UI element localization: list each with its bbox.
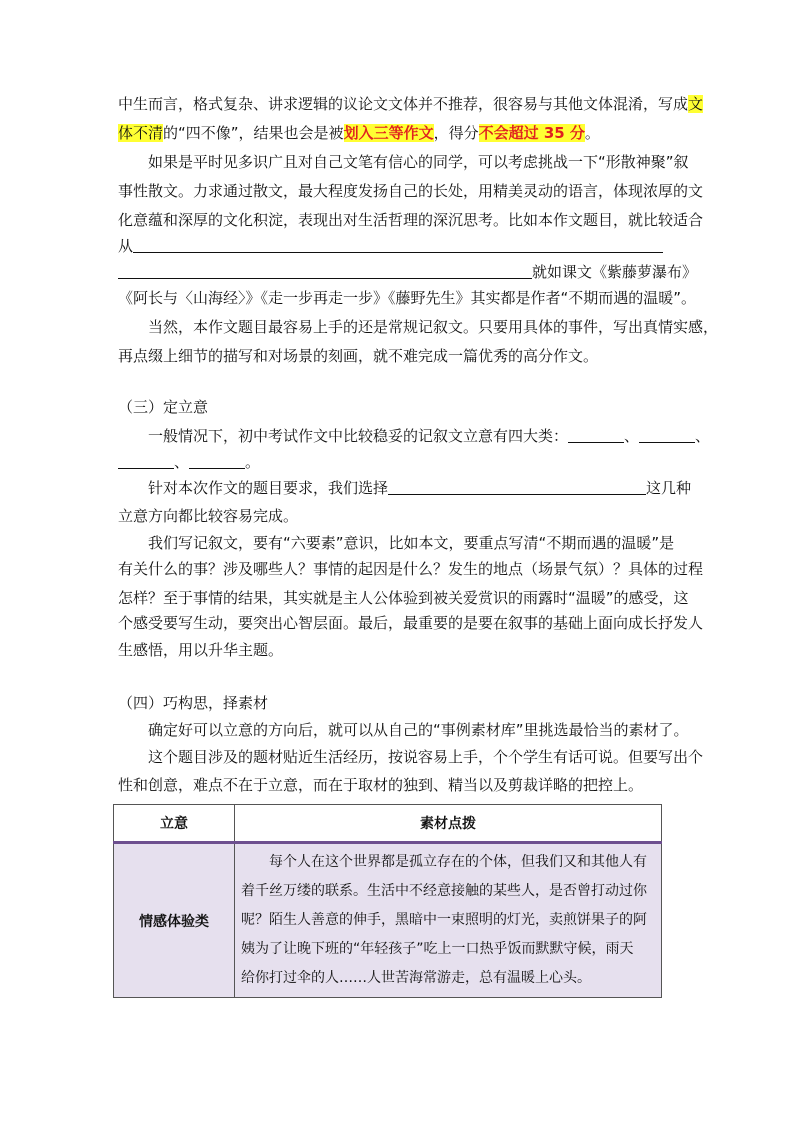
column-header-theme: 立意	[114, 805, 235, 843]
text: 、	[624, 427, 640, 445]
fill-blank[interactable]	[118, 262, 532, 279]
table-header-row	[114, 805, 662, 843]
paragraph-line: 怎样？至于事情的结果，其实就是主人公体验到被关爱赏识的雨露时“温暖”的感受，这	[118, 589, 689, 607]
paragraph-line	[118, 232, 678, 261]
text: 的“四不像”，结果也会是被	[163, 124, 344, 142]
paragraph-line: 这个题目涉及的题材贴近生活经历，按说容易上手，个个学生有话可说。但要写出个	[148, 748, 704, 766]
text: 。	[245, 453, 261, 471]
text: 从	[118, 237, 134, 255]
text: 、	[174, 453, 190, 471]
fill-blank[interactable]	[639, 426, 695, 443]
paragraph-line: 立意方向都比较容易完成。	[118, 507, 299, 525]
material-table	[113, 804, 662, 998]
highlight-text: 体不清	[118, 124, 164, 142]
paragraph-line: 如果是平时见多识广且对自己文笔有信心的同学，可以考虑挑战一下“形散神聚”叙	[148, 153, 689, 171]
description-line: 姨为了让晚下班的“年轻孩子”吃上一口热乎饭而默默守候，雨天	[241, 941, 634, 957]
paragraph-line: 化意蕴和深厚的文化积淀，表现出对生活哲理的深沉思考。比如本作文题目，就比较适合	[118, 211, 704, 229]
text: 中生而言，格式复杂、讲求逻辑的议论文文体并不推荐，很容易与其他文体混淆，写成	[118, 95, 689, 113]
description-line: 给你打过伞的人……人世苦海常游走，总有温暖上心头。	[241, 970, 591, 986]
paragraph-line: 有关什么的事？涉及哪些人？事情的起因是什么？发生的地点（场景气氛）？具体的过程	[118, 560, 704, 578]
text: 这几种	[646, 479, 692, 497]
table-row	[114, 843, 662, 998]
description-line: 每个人在这个世界都是孤立存在的个体，但我们又和其他人有	[269, 854, 647, 870]
paragraph-line	[148, 422, 711, 451]
paragraph-line	[148, 474, 708, 503]
highlight-text: 文	[688, 95, 704, 113]
paragraph-line: 当然，本作文题目最容易上手的还是常规记叙文。只要用具体的事件，写出真情实感，	[148, 318, 719, 336]
paragraph-line	[118, 90, 704, 119]
emphasis-text: 不会超过 35 分	[478, 124, 585, 142]
paragraph-line: 我们写记叙文，要有“六要素”意识，比如本文，要重点写清“不期而遇的温暖”是	[148, 534, 675, 552]
paragraph-line: 生感悟，用以升华主题。	[118, 641, 284, 659]
section-heading: （四）巧构思，择素材	[118, 694, 269, 712]
fill-blank[interactable]	[118, 452, 174, 469]
paragraph-line	[118, 258, 698, 287]
description-line: 呢？陌生人善意的伸手，黑暗中一束照明的灯光，卖煎饼果子的阿	[241, 912, 647, 928]
paragraph-line	[118, 448, 678, 477]
column-header-material: 素材点拨	[235, 805, 662, 843]
paragraph-line	[118, 119, 678, 148]
fill-blank[interactable]	[133, 236, 663, 253]
emphasis-text: 划入三等作文	[343, 124, 434, 142]
fill-blank[interactable]	[568, 426, 624, 443]
section-heading: （三）定立意	[118, 398, 209, 416]
paragraph-line: 确定好可以立意的方向后，就可以从自己的“事例素材库”里挑选最恰当的素材了。	[148, 721, 689, 739]
text: 。	[584, 124, 600, 142]
fill-blank[interactable]	[189, 452, 245, 469]
description-line: 着千丝万缕的联系。生活中不经意接触的某些人，是否曾打动过你	[241, 883, 647, 899]
fill-blank[interactable]	[388, 478, 646, 495]
text: 一般情况下，初中考试作文中比较稳妥的记叙文立意有四大类：	[148, 427, 569, 445]
material-description-cell	[235, 843, 662, 998]
paragraph-line: 《阿长与〈山海经〉》《走一步再走一步》《藤野先生》其实都是作者“不期而遇的温暖”。	[118, 289, 697, 307]
paragraph-line: 性和创意，难点不在于立意，而在于取材的独到、精当以及剪裁详略的把控上。	[118, 776, 644, 794]
paragraph-line: 事性散文。力求通过散文，最大程度发扬自己的长处，用精美灵动的语言，体现浓厚的文	[118, 182, 704, 200]
text: 就如课文《紫藤萝瀑布》	[532, 263, 698, 281]
text: ，得分	[433, 124, 479, 142]
paragraph-line: 再点缀上细节的描写和对场景的刻画，就不难完成一篇优秀的高分作文。	[118, 347, 599, 365]
text: 针对本次作文的题目要求，我们选择	[148, 479, 389, 497]
paragraph-line: 个感受要写生动，要突出心智层面。最后，最重要的是要在叙事的基础上面向成长抒发人	[118, 614, 704, 632]
text: 、	[695, 427, 711, 445]
category-cell: 情感体验类	[114, 843, 235, 998]
